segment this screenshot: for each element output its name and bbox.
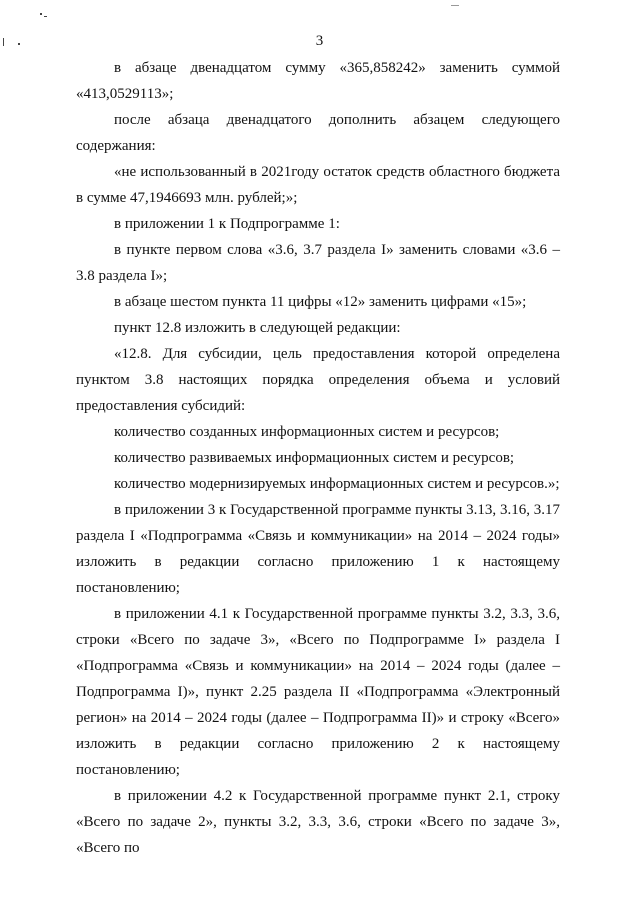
paragraph: в пункте первом слова «3.6, 3.7 раздела I» заменить словами «3.6 – 3.8 раздела I»; bbox=[76, 242, 560, 284]
paragraph: в приложении 3 к Государственной программе пункты 3.13, 3.16, 3.17 раздела I «Подпрограмма «Связь и коммуникации» на 2014 – 2024 годы» изложить в редакции согласно приложению 1 к настоящему постановлению; bbox=[76, 502, 560, 596]
paragraph: количество модернизируемых информационных систем и ресурсов.»; bbox=[114, 476, 560, 492]
scan-artifact bbox=[44, 16, 47, 17]
paragraph: количество развиваемых информационных систем и ресурсов; bbox=[114, 450, 515, 466]
paragraph: количество созданных информационных систем и ресурсов; bbox=[114, 424, 500, 440]
document-body bbox=[76, 55, 560, 861]
paragraph: в приложении 1 к Подпрограмме 1: bbox=[114, 216, 340, 232]
paragraph: «не использованный в 2021году остаток средств областного бюджета в сумме 47,1946693 млн. рублей;»; bbox=[76, 164, 560, 206]
paragraph: в приложении 4.1 к Государственной программе пункты 3.2, 3.3, 3.6, строки «Всего по задаче 3», «Всего по Подпрограмме I» раздела I «Подпрограмма «Связь и коммуникации» на 2014 – 2024 годы (далее – Подпрограмма I)», пункт 2.25 раздела II «Подпрограмма «Электронный регион» на 2014 – 2024 годы (далее – Подпрограмма II)» и строку «Всего» изложить в редакции согласно приложению 2 к настоящему постановлению; bbox=[76, 606, 560, 778]
paragraph: пункт 12.8 изложить в следующей редакции: bbox=[114, 320, 401, 336]
page-number: 3 bbox=[315, 33, 324, 49]
paragraph: в приложении 4.2 к Государственной программе пункт 2.1, строку «Всего по задаче 2», пункты 3.2, 3.3, 3.6, строки «Всего по задаче 3», «Всего по bbox=[76, 788, 560, 856]
scan-artifact bbox=[40, 13, 42, 15]
paragraph: в абзаце двенадцатом сумму «365,858242» заменить суммой «413,0529113»; bbox=[76, 60, 560, 102]
paragraph: «12.8. Для субсидии, цель предоставления которой определена пунктом 3.8 настоящих порядка определения объема и условий предоставления субсидий: bbox=[76, 346, 560, 414]
paragraph: в абзаце шестом пункта 11 цифры «12» заменить цифрами «15»; bbox=[114, 294, 527, 310]
scan-artifact bbox=[451, 5, 459, 6]
paragraph: после абзаца двенадцатого дополнить абзацем следующего содержания: bbox=[76, 112, 560, 154]
